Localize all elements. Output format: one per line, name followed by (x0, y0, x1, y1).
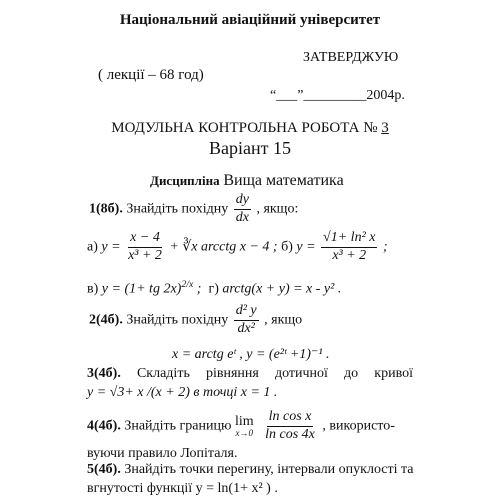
task-1a-fraction (126, 231, 164, 263)
task-4-line-2: вуючи правило Лопіталя. (87, 446, 238, 461)
task-1-number: 1(8б). (89, 201, 123, 217)
task-3-number: 3(4б). (87, 366, 121, 381)
task-4-limit (235, 415, 254, 438)
task-1b-fraction (321, 231, 377, 263)
limit-label: lim (234, 413, 254, 429)
discipline-label: Дисципліна (150, 173, 220, 188)
task-1-text: Знайдіть похідну (126, 201, 229, 217)
task-1-derivative-fraction (234, 193, 251, 225)
variant-title: Варіант 15 (209, 138, 291, 158)
task-4-text: Знайдіть границю (124, 418, 232, 434)
task-1a-rest: + ∛x arcctg x − 4 ; (169, 239, 278, 255)
task-5-line-2: вгнутості функції y = ln(1+ x² ) . (87, 481, 278, 496)
test-title-number: 3 (381, 120, 389, 136)
task-3-line-2: y = √3+ x /(x + 2) в точці x = 1 . (87, 385, 278, 400)
fraction-denominator: x³ + 2 (128, 247, 162, 263)
task-1v-label: в) (87, 281, 99, 297)
task-2-heading (89, 304, 302, 336)
task-1-line-vg (87, 279, 341, 298)
fraction-numerator: √1+ ln² x (321, 231, 377, 248)
task-1v-expr: y = (1+ tg 2x) (101, 281, 182, 297)
task-1-heading (89, 193, 298, 225)
fraction-denominator: ln cos 4x (265, 426, 315, 442)
task-1-tail: , якщо: (256, 201, 299, 217)
task-5-text: Знайдіть точки перегину, інтервали опуклості та (124, 462, 414, 477)
task-5-number: 5(4б). (87, 462, 121, 477)
task-3-line-1 (87, 366, 413, 382)
approval-date-line: “___”_________2004р. (270, 88, 405, 103)
task-1g-label: г) (208, 281, 219, 297)
task-4-tail: , використо- (322, 418, 395, 434)
task-2-text: Знайдіть похідну (126, 312, 229, 328)
task-1v-exponent: 2/x (181, 279, 194, 290)
task-1b-label: б) (281, 239, 293, 255)
task-2-derivative-fraction (234, 304, 259, 336)
task-3-text: Складіть рівняння дотичної до кривої (136, 366, 413, 381)
fraction-numerator: dy (234, 193, 251, 210)
discipline-name: Вища математика (223, 172, 344, 189)
task-1v-end: ; (196, 281, 202, 297)
discipline-line (150, 172, 344, 190)
fraction-denominator: dx² (237, 320, 255, 336)
task-4-heading (87, 410, 417, 442)
fraction-denominator: x³ + 2 (332, 247, 367, 263)
task-5-line-1 (87, 462, 414, 478)
task-2-tail: , якщо (264, 312, 303, 328)
fraction-numerator: d² y (234, 304, 259, 321)
task-1b-lhs: y = (296, 239, 316, 255)
task-4-fraction (263, 410, 317, 442)
fraction-numerator: x − 4 (128, 231, 162, 248)
task-1-line-ab (87, 231, 388, 263)
test-title (0, 120, 500, 137)
task-1a-label: а) (87, 239, 98, 255)
university-name: Національний авіаційний університет (119, 12, 381, 28)
task-4-number: 4(4б). (87, 418, 121, 434)
fraction-denominator: dx (235, 209, 249, 225)
task-2-formula: x = arctg eᵗ , y = (e²ᵗ +1)⁻¹ . (172, 347, 330, 362)
task-1b-end: ; (382, 239, 388, 255)
test-title-text: МОДУЛЬНА КОНТРОЛЬНА РОБОТА № (111, 120, 378, 136)
limit-subscript: x→0 (235, 427, 254, 438)
fraction-numerator: ln cos x (267, 410, 314, 427)
approve-label: ЗАТВЕРДЖУЮ (303, 50, 399, 65)
lectures-hours: ( лекції – 68 год) (98, 67, 204, 83)
task-1g-expr: arctg(x + y) = x - y² . (222, 281, 342, 297)
task-1a-lhs: y = (101, 239, 121, 255)
task-2-number: 2(4б). (89, 312, 123, 328)
